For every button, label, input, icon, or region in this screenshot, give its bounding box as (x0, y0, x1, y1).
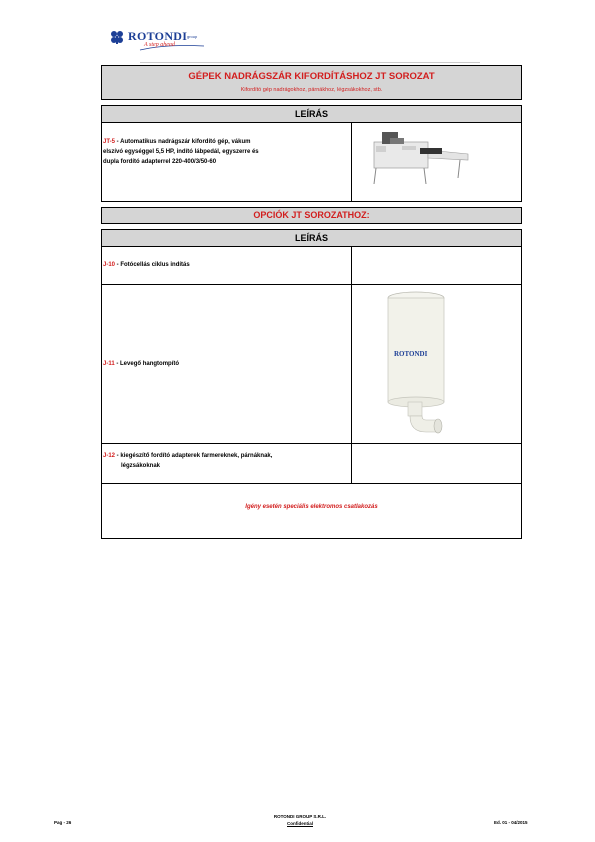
page-title: GÉPEK NADRÁGSZÁR KIFORDÍTÁSHOZ JT SOROZAT (188, 71, 435, 82)
silencer-brand-label: ROTONDI (394, 350, 428, 358)
footer-edition: Ed. 01 - 04/2015 (494, 820, 528, 825)
machine-image (360, 128, 472, 188)
product-code: JT-5 (103, 139, 116, 145)
section2-header-label: LEÍRÁS (294, 233, 328, 243)
option-text-j11: - Levegő hangtompító (114, 361, 180, 367)
page-subtitle: Kifordító gép nadrágokhoz, párnákhoz, légzsákokhoz, stb. (240, 87, 383, 93)
option-code-j10: J-10 (103, 262, 116, 268)
option-code-j11: J-11 (103, 361, 115, 367)
option-text-j12: - kiegészítő fordító adapterek farmereknek, párnáknak, (115, 453, 273, 459)
product-description (103, 137, 348, 167)
option-j12 (103, 451, 348, 471)
footer-page-number: Pag - 26 (54, 820, 72, 825)
options-column-divider (351, 246, 352, 483)
options-title-box (101, 207, 522, 224)
option-text-j10: - Fotócellás ciklus indítás (115, 262, 190, 268)
note-text: Igény esetén speciális elektromos csatlakozás (245, 504, 378, 510)
section2-header (101, 229, 522, 247)
brand-name: ROTONDI (128, 29, 188, 43)
brand-suffix: group (187, 34, 198, 39)
header-rule (140, 62, 480, 63)
footer-company: ROTONDI GROUP S.R.L. (273, 814, 327, 819)
note-box (101, 483, 522, 539)
brand-slogan: A step ahead (144, 42, 175, 48)
product-text-line2: elszívó egységgel 5,5 HP, indító lábpedál, egyszerre és (103, 149, 259, 155)
section1-header-label: LEÍRÁS (294, 109, 328, 119)
column-divider (351, 122, 352, 202)
option-j10 (103, 260, 190, 270)
product-text-line3: dupla fordító adapterrel 220-400/3/50-60 (103, 159, 217, 165)
options-title: OPCIÓK JT SOROZATHOZ: (253, 210, 370, 220)
section1-header (101, 105, 522, 123)
product-text-line1: - Automatikus nadrágszár kifordító gép, vákum (115, 139, 251, 145)
silencer-image (380, 290, 460, 440)
option-text-j12-line2: légzsákoknak (121, 463, 161, 469)
option-j11 (103, 359, 179, 369)
title-box (101, 65, 522, 100)
footer-confidential: Confidential (287, 821, 313, 826)
option-code-j12: J-12 (103, 453, 116, 459)
